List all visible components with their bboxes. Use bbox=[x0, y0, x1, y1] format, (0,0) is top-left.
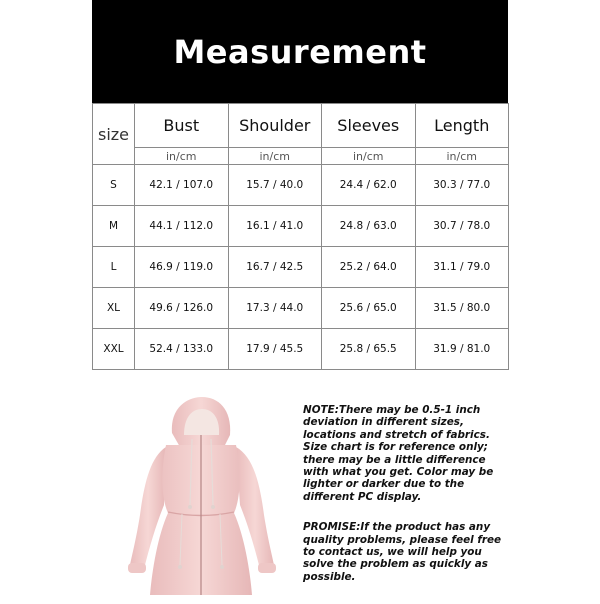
cell-size: S bbox=[93, 165, 135, 206]
cell-sleeves: 25.6 / 65.0 bbox=[322, 288, 416, 329]
cell-shoulder: 16.1 / 41.0 bbox=[228, 206, 322, 247]
product-image-pink-hooded-coat bbox=[120, 395, 280, 600]
unit-bust: in/cm bbox=[135, 148, 229, 165]
cell-length: 30.7 / 78.0 bbox=[415, 206, 509, 247]
cell-length: 31.9 / 81.0 bbox=[415, 329, 509, 370]
cell-shoulder: 15.7 / 40.0 bbox=[228, 165, 322, 206]
table-row bbox=[93, 247, 509, 288]
cell-sleeves: 24.8 / 63.0 bbox=[322, 206, 416, 247]
cell-length: 30.3 / 77.0 bbox=[415, 165, 509, 206]
cell-shoulder: 17.9 / 45.5 bbox=[228, 329, 322, 370]
table-row bbox=[93, 206, 509, 247]
table-row bbox=[93, 165, 509, 206]
header-shoulder: Shoulder bbox=[228, 104, 322, 148]
table-row bbox=[93, 329, 509, 370]
cell-sleeves: 24.4 / 62.0 bbox=[322, 165, 416, 206]
header-sleeves: Sleeves bbox=[322, 104, 416, 148]
cell-size: XL bbox=[93, 288, 135, 329]
table-row bbox=[93, 288, 509, 329]
header-bust: Bust bbox=[135, 104, 229, 148]
cell-shoulder: 17.3 / 44.0 bbox=[228, 288, 322, 329]
notes-block bbox=[303, 404, 503, 583]
size-note: NOTE:There may be 0.5-1 inch deviation in different sizes, locations and stretch of fabrics. Size chart is for reference only; there may be a little difference with what you get. Color may be lighter or darker due to the different PC display. bbox=[303, 404, 494, 503]
header-length: Length bbox=[415, 104, 509, 148]
cell-length: 31.5 / 80.0 bbox=[415, 288, 509, 329]
header-size: size bbox=[93, 104, 135, 165]
cell-bust: 44.1 / 112.0 bbox=[135, 206, 229, 247]
cell-size: L bbox=[93, 247, 135, 288]
unit-sleeves: in/cm bbox=[322, 148, 416, 165]
unit-length: in/cm bbox=[415, 148, 509, 165]
cell-bust: 42.1 / 107.0 bbox=[135, 165, 229, 206]
cell-bust: 46.9 / 119.0 bbox=[135, 247, 229, 288]
cell-size: M bbox=[93, 206, 135, 247]
quality-promise: PROMISE:If the product has any quality problems, please feel free to contact us, we will help you solve the problem as quickly as possible. bbox=[303, 521, 502, 583]
cell-bust: 49.6 / 126.0 bbox=[135, 288, 229, 329]
page-title: Measurement bbox=[92, 0, 508, 103]
table-units-row bbox=[93, 148, 509, 165]
unit-shoulder: in/cm bbox=[228, 148, 322, 165]
cell-bust: 52.4 / 133.0 bbox=[135, 329, 229, 370]
cell-length: 31.1 / 79.0 bbox=[415, 247, 509, 288]
cell-shoulder: 16.7 / 42.5 bbox=[228, 247, 322, 288]
size-chart-table bbox=[92, 103, 509, 370]
cell-sleeves: 25.8 / 65.5 bbox=[322, 329, 416, 370]
table-header-row bbox=[93, 104, 509, 148]
cell-size: XXL bbox=[93, 329, 135, 370]
cell-sleeves: 25.2 / 64.0 bbox=[322, 247, 416, 288]
